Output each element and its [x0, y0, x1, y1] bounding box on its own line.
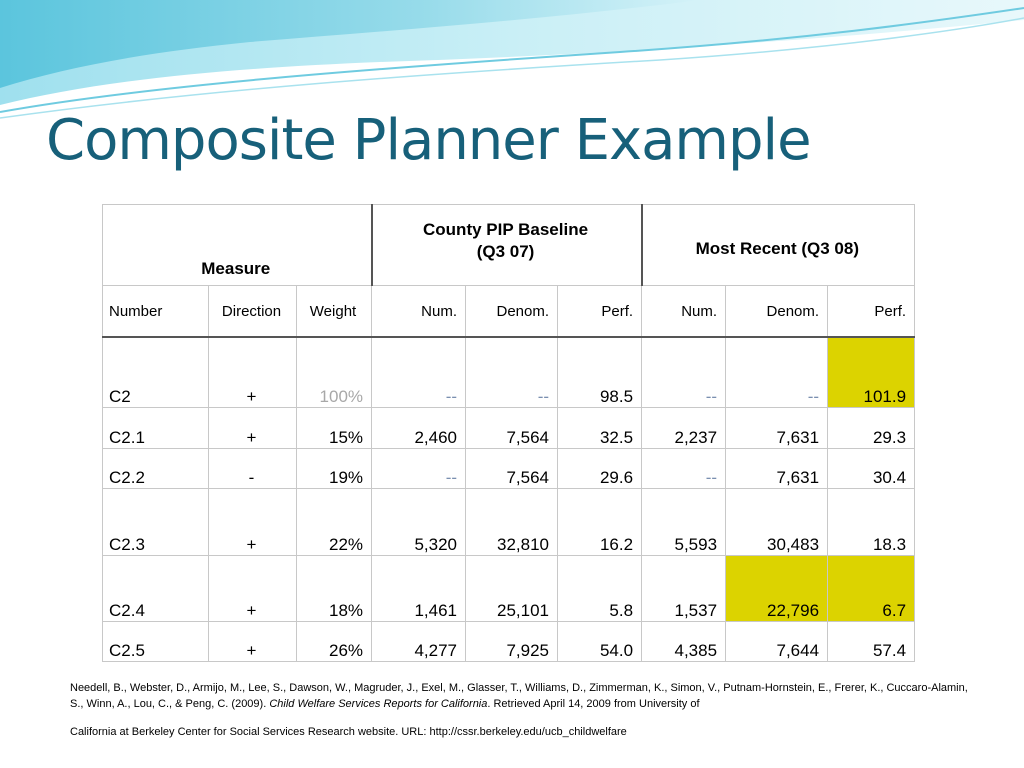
pip-baseline-header: County PIP Baseline (Q3 07): [372, 205, 642, 286]
sub-header-row: [103, 286, 915, 338]
most-recent-header: Most Recent (Q3 08): [642, 205, 915, 286]
col-header-recent-perf: Perf.: [828, 286, 915, 338]
cell-recent-num: --: [642, 337, 726, 407]
cell-recent-denom: 7,644: [726, 621, 828, 661]
composite-planner-table: [102, 204, 915, 662]
cell-recent-denom: --: [726, 337, 828, 407]
cell-weight: 22%: [297, 488, 372, 555]
group-header-row: [103, 205, 915, 286]
cell-pip-denom: 25,101: [466, 555, 558, 621]
col-header-direction: Direction: [209, 286, 297, 338]
table-row: [103, 448, 915, 488]
cell-weight: 100%: [297, 337, 372, 407]
col-header-pip-num: Num.: [372, 286, 466, 338]
citation-line-1: [70, 680, 980, 712]
cell-recent-num: 2,237: [642, 407, 726, 448]
cell-pip-perf: 54.0: [558, 621, 642, 661]
cell-pip-num: 5,320: [372, 488, 466, 555]
cell-pip-denom: 7,925: [466, 621, 558, 661]
cell-weight: 26%: [297, 621, 372, 661]
table-row: [103, 337, 915, 407]
slide-title: Composite Planner Example: [46, 108, 811, 173]
citation-retrieved: . Retrieved April 14, 2009 from University of: [487, 698, 700, 710]
table-row: [103, 621, 915, 661]
cell-recent-perf: 30.4: [828, 448, 915, 488]
cell-number: C2.3: [103, 488, 209, 555]
cell-recent-perf: 18.3: [828, 488, 915, 555]
cell-recent-num: 5,593: [642, 488, 726, 555]
cell-pip-num: 2,460: [372, 407, 466, 448]
cell-pip-denom: 32,810: [466, 488, 558, 555]
cell-recent-denom: 7,631: [726, 407, 828, 448]
cell-recent-num: --: [642, 448, 726, 488]
cell-pip-denom: --: [466, 337, 558, 407]
cell-pip-num: --: [372, 448, 466, 488]
cell-pip-perf: 5.8: [558, 555, 642, 621]
cell-recent-perf: 29.3: [828, 407, 915, 448]
citation-authors: Needell, B., Webster, D., Armijo, M., Lee, S., Dawson, W., Magruder, J., Exel, M., Glasser, T., Williams, D., Zimmerman, K., Simon, V., Putnam-Hornstein, E., Frerer, K., Cuccaro-Alamin, S., Winn, A., Lou, C., & Peng, C. (2009).: [70, 682, 968, 710]
col-header-weight: Weight: [297, 286, 372, 338]
cell-pip-num: 4,277: [372, 621, 466, 661]
cell-direction: +: [209, 337, 297, 407]
cell-recent-perf-highlighted: 101.9: [828, 337, 915, 407]
cell-direction: +: [209, 488, 297, 555]
cell-direction: +: [209, 621, 297, 661]
cell-recent-denom-highlighted: 22,796: [726, 555, 828, 621]
cell-weight: 19%: [297, 448, 372, 488]
table-row: [103, 407, 915, 448]
cell-pip-perf: 98.5: [558, 337, 642, 407]
cell-number: C2.5: [103, 621, 209, 661]
citation-report-title: Child Welfare Services Reports for California: [269, 698, 488, 710]
table-row: [103, 488, 915, 555]
col-header-pip-denom: Denom.: [466, 286, 558, 338]
cell-direction: +: [209, 555, 297, 621]
col-header-recent-denom: Denom.: [726, 286, 828, 338]
cell-recent-perf: 57.4: [828, 621, 915, 661]
cell-recent-denom: 30,483: [726, 488, 828, 555]
cell-number: C2.1: [103, 407, 209, 448]
cell-pip-num: --: [372, 337, 466, 407]
measure-header: Measure: [103, 205, 372, 286]
col-header-recent-num: Num.: [642, 286, 726, 338]
cell-pip-perf: 16.2: [558, 488, 642, 555]
col-header-pip-perf: Perf.: [558, 286, 642, 338]
cell-recent-perf-highlighted: 6.7: [828, 555, 915, 621]
col-header-number: Number: [103, 286, 209, 338]
cell-recent-denom: 7,631: [726, 448, 828, 488]
cell-direction: +: [209, 407, 297, 448]
cell-pip-perf: 29.6: [558, 448, 642, 488]
table-row: [103, 555, 915, 621]
citation-line-2: California at Berkeley Center for Social Services Research website. URL: http://cssr.berkeley.edu/ucb_childwelfare: [70, 726, 627, 738]
cell-number: C2.2: [103, 448, 209, 488]
cell-recent-num: 1,537: [642, 555, 726, 621]
cell-weight: 15%: [297, 407, 372, 448]
cell-direction: -: [209, 448, 297, 488]
citation: [70, 680, 980, 740]
cell-pip-perf: 32.5: [558, 407, 642, 448]
cell-number: C2.4: [103, 555, 209, 621]
cell-pip-num: 1,461: [372, 555, 466, 621]
cell-pip-denom: 7,564: [466, 407, 558, 448]
cell-recent-num: 4,385: [642, 621, 726, 661]
cell-number: C2: [103, 337, 209, 407]
cell-weight: 18%: [297, 555, 372, 621]
cell-pip-denom: 7,564: [466, 448, 558, 488]
